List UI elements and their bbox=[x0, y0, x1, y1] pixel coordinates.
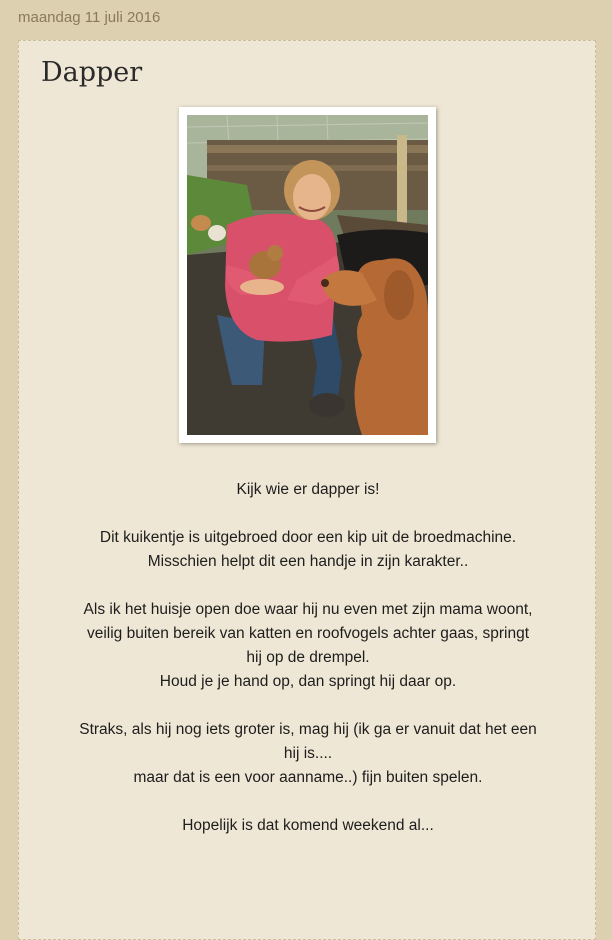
post-date: maandag 11 juli 2016 bbox=[18, 9, 161, 26]
body-line: Als ik het huisje open doe waar hij nu even met zijn mama woont, bbox=[83, 601, 533, 618]
post-title[interactable]: Dapper bbox=[41, 57, 143, 88]
body-line: Dit kuikentje is uitgebroed door een kip uit de broedmachine. bbox=[99, 529, 517, 546]
body-line: hij op de drempel. bbox=[246, 649, 370, 666]
body-line: Houd je je hand op, dan springt hij daar op. bbox=[159, 673, 457, 690]
post-body bbox=[29, 478, 587, 838]
body-line: hij is.... bbox=[283, 745, 333, 762]
post-photo[interactable] bbox=[179, 107, 436, 443]
body-line: maar dat is een voor aanname..) fijn buiten spelen. bbox=[133, 769, 483, 786]
body-line: Kijk wie er dapper is! bbox=[236, 481, 380, 498]
body-line: Straks, als hij nog iets groter is, mag hij (ik ga er vanuit dat het een bbox=[79, 721, 537, 738]
body-line: Hopelijk is dat komend weekend al... bbox=[182, 817, 434, 834]
blog-post bbox=[18, 40, 596, 940]
body-line: Misschien helpt dit een handje in zijn karakter.. bbox=[147, 553, 469, 570]
photo-woman-chick-dog-icon bbox=[187, 115, 428, 435]
body-line: veilig buiten bereik van katten en roofvogels achter gaas, springt bbox=[86, 625, 529, 642]
